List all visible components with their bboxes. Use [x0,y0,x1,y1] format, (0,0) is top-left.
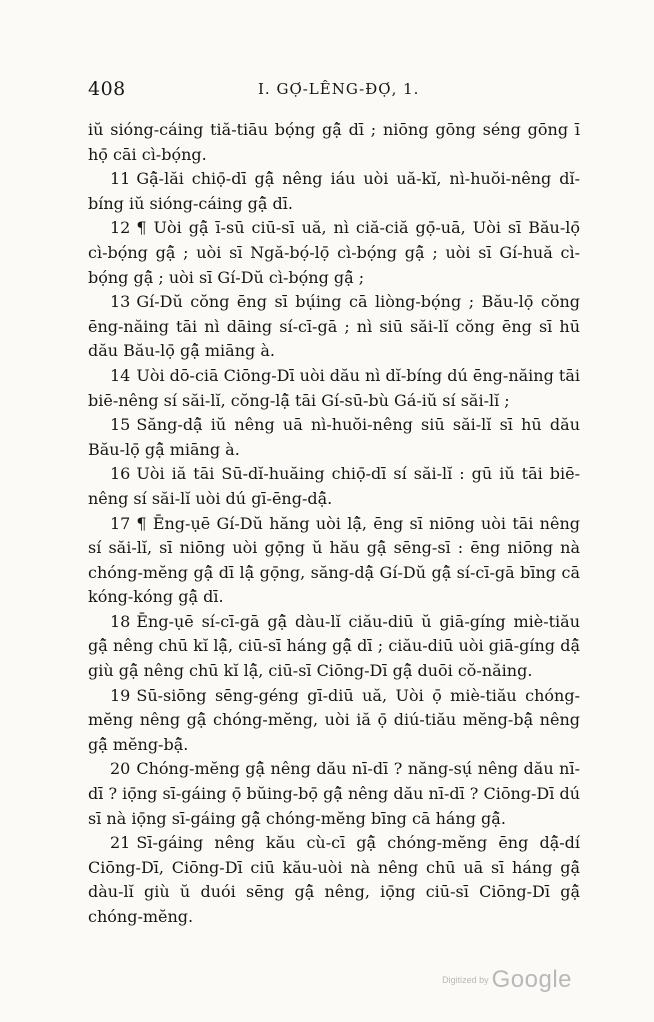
running-title: I. GỌ́-LÊNG-ĐỌ́, 1. [258,80,420,98]
page-header [88,78,578,108]
verse-text: Uòi dō-ciā Ciōng-Dī uòi dău nì dĭ-bíng dú ēng-năing tāi biē-nêng sí săi-lĭ, cŏng-lậ̄ tāi Gí-sū-bù Gá-iŭ sí săi-lĭ ; [88,365,580,410]
digitization-watermark [442,966,572,994]
verse-21 [88,831,580,929]
verse-number: 13 [110,292,131,312]
verse-number: 20 [110,759,131,779]
verse-text: Sī-gáing nêng kău cù-cī gậ̄ chóng-mĕng ēng dậ̄-dí Ciōng-Dī, Ciōng-Dī ciū kău-uòi nà nêng chū uā sī háng gậ̄ dàu-lĭ giù ŭ duói sēng gậ̄ nêng, iọ̄ng ciū-sī Ciōng-Dī gậ̄ chóng-mĕng. [88,833,580,926]
verse-18 [88,610,580,684]
verse-11 [88,167,580,216]
verse-16 [88,462,580,511]
verse-text: Săng-dậ̄ iŭ nêng uā nì-huŏi-nêng siū săi-lĭ sī hū dău Bău-lọ̄ gậ̄ miāng à. [88,415,580,459]
verse-number: 16 [110,464,131,484]
verse-text: iŭ sióng-cáing tiă-tiāu bọ́ng gậ̄ dī ; niōng gōng séng gōng ī họ̄ cāi cì-bọ́ng. [88,120,580,164]
verse-text: Chóng-mĕng gậ̄ nêng dău nī-dī ? năng-sụ́ nêng dău nī-dī ? iọ̄ng sī-gáing ọ̄ bŭing-bọ̄ gậ̄ nêng dău nī-dī ? Ciōng-Dī dú sī nà iọ̄ng sī-gáing gậ̄ chóng-mĕng bīng cā háng gậ̄. [88,759,580,828]
verse-number: 18 [110,611,131,631]
verse-text: Gậ̄-lăi chiọ̄-dī gậ̄ nêng iáu uòi uă-kĭ, nì-huŏi-nêng dĭ-bíng iŭ sióng-cáing gậ̄ dī. [88,169,580,213]
verse-text: Gí-Dŭ cŏng ēng sī bụ́ing cā liòng-bọ́ng ; Bău-lọ̄ cŏng ēng-năing tāi nì dāing sí-cī-gā ; nì siū săi-lĭ cŏng ēng sī hū dău Bău-lọ̄ gậ̄ miāng à. [88,292,580,361]
verse-number: 11 [110,169,131,189]
verse-19 [88,684,580,758]
google-logo-text: Google [491,966,572,993]
verse-text: ¶ Uòi gậ̄ ī-sū ciū-sī uă, nì ciă-ciă gọ̄-uā, Uòi sī Bău-lọ̄ cì-bọ́ng gậ̄ ; uòi sī Ngă-bọ́-lọ̄ cì-bọ́ng gậ̄ ; uòi sī Gí-huă cì-bọ́ng gậ̄ ; uòi sī Gí-Dŭ cì-bọ́ng gậ̄ ; [88,218,580,287]
verse-text: Sū-siōng sēng-géng gī-diū uă, Uòi ọ̄ miè-tiău chóng-mĕng nêng gậ̄ chóng-mĕng, uòi iă ọ̄ diú-tiău mĕng-bậ̄ nêng gậ̄ mĕng-bậ̄. [88,685,580,754]
verse-continuation [88,118,580,167]
verse-14 [88,364,580,413]
verse-text: Uòi iă tāi Sū-dĭ-huăing chiọ̄-dī sí săi-lĭ : gū iŭ tāi biē-nêng sí săi-lĭ uòi dú gī-ēng-dậ̄. [88,464,580,508]
scripture-text [88,118,580,930]
verse-text: Ēng-ụē sí-cī-gā gậ̄ dàu-lĭ ciău-diū ŭ giā-gíng miè-tiău gậ̄ nêng chū kĭ lậ̄, ciū-sī háng gậ̄ dī ; ciău-diū uòi giā-gíng dậ̄ giù gậ̄ nêng chū kĭ lậ̄, ciū-sī Ciōng-Dī gậ̄ duōi cŏ-năing. [88,611,580,681]
verse-12 [88,216,580,290]
verse-number: 19 [110,685,131,705]
digitized-label: Digitized by [442,975,489,985]
verse-20 [88,757,580,831]
verse-number: 12 [110,218,131,238]
verse-number: 17 [110,513,131,533]
verse-13 [88,290,580,364]
verse-17 [88,512,580,610]
verse-text: ¶ Ēng-ụē Gí-Dŭ hăng uòi lậ̄, ēng sī niōng uòi tāi nêng sí săi-lĭ, sī niōng uòi gọ̄ng ŭ hău gậ̄ sēng-sī : ēng niōng nà chóng-mĕng gậ̄ dī lậ̄ gọ̄ng, săng-dậ̄ Gí-Dŭ gậ̄ sí-cī-gā bīng cā kóng-kóng gậ̄ dī. [88,513,580,607]
verse-number: 14 [110,365,131,385]
page-number: 408 [88,78,126,100]
verse-number: 21 [110,833,131,853]
verse-number: 15 [110,415,131,435]
verse-15 [88,413,580,462]
